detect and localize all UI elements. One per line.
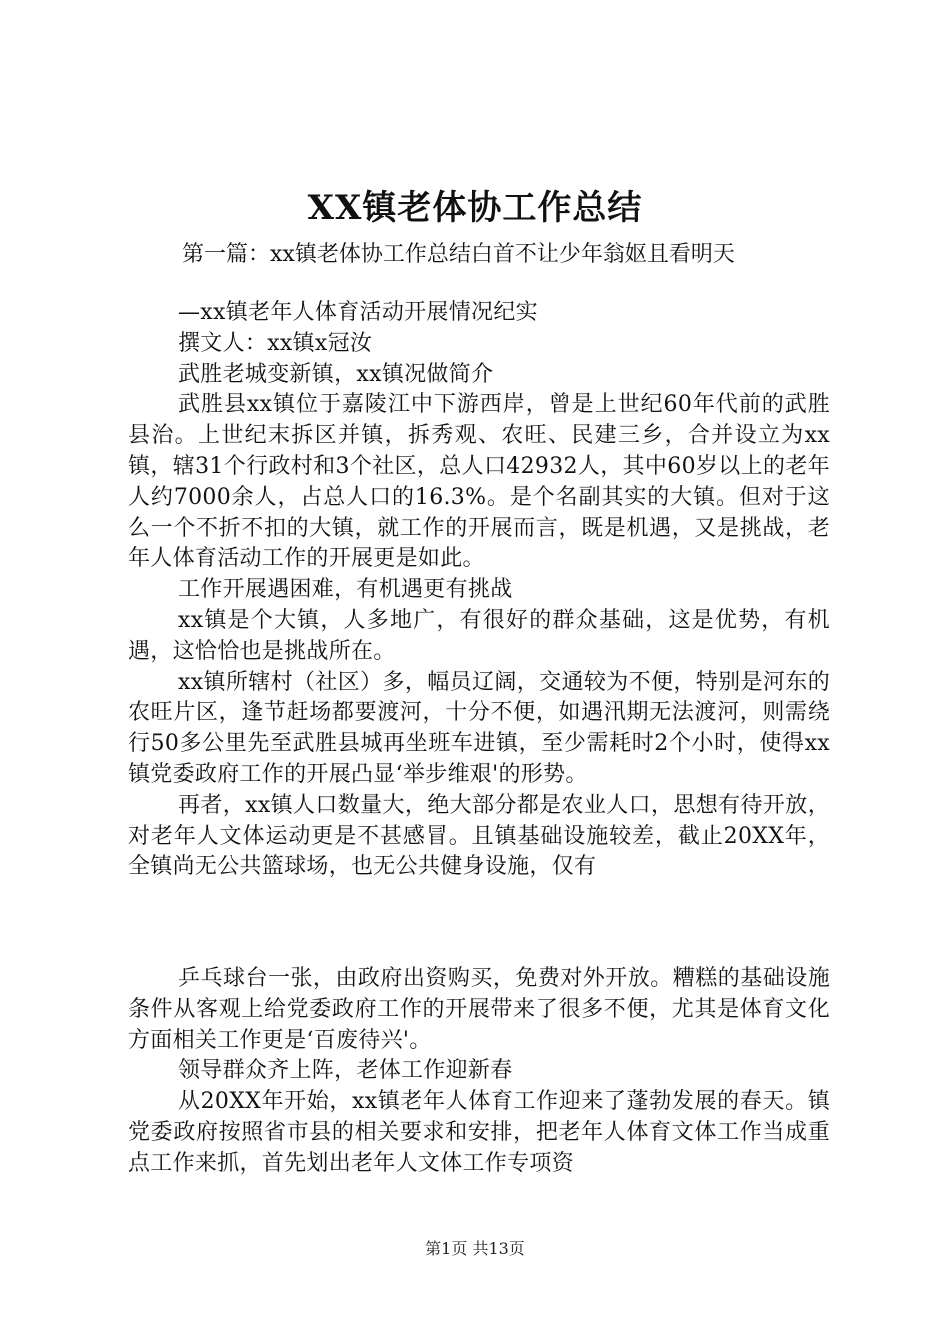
paragraph: —xx镇老年人体育活动开展情况纪实 <box>178 300 538 325</box>
document-title: XX镇老体协工作总结 <box>307 188 643 228</box>
paragraph: 乒乓球台一张，由政府出资购买，免费对外开放。糟糕的基础设施条件从客观上给党委政府工作的开展带来了很多不便，尤其是体育文化方面相关工作更是‘百废待兴'。 <box>128 966 830 1053</box>
paragraph: 武胜县xx镇位于嘉陵江中下游西岸，曾是上世纪60年代前的武胜县治。上世纪末拆区并镇，拆秀观、农旺、民建三乡，合并设立为xx镇，辖31个行政村和3个社区，总人口42932人，其中60岁以上的老年人约7000余人，占总人口的16.3%。是个名副其实的大镇。但对于这么一个不折不扣的大镇，就工作的开展而言，既是机遇，又是挑战，老年人体育活动工作的开展更是如此。 <box>128 392 830 572</box>
document-subtitle: 第一篇：xx镇老体协工作总结白首不让少年翁妪且看明天 <box>182 242 735 267</box>
paragraph: xx镇所辖村（社区）多，幅员辽阔，交通较为不便，特别是河东的农旺片区，逢节赶场都要渡河，十分不便，如遇汛期无法渡河，则需绕行50多公里先至武胜县城再坐班车进镇，至少需耗时2个小时，使得xx镇党委政府工作的开展凸显‘举步维艰'的形势。 <box>128 669 830 787</box>
paragraph: 领导群众齐上阵，老体工作迎新春 <box>178 1058 513 1084</box>
paragraph: 武胜老城变新镇，xx镇况做简介 <box>178 361 494 387</box>
paragraph: 从20XX年开始，xx镇老年人体育工作迎来了蓬勃发展的春天。镇党委政府按照省市县的相关要求和安排，把老年人体育文体工作当成重点工作来抓，首先划出老年人文体工作专项资 <box>128 1089 830 1176</box>
body-block-1 <box>128 298 830 883</box>
paragraph: 撰文人：xx镇x冠汝 <box>178 330 373 356</box>
paragraph: xx镇是个大镇，人多地广，有很好的群众基础，这是优势，有机遇，这恰恰也是挑战所在。 <box>128 607 830 664</box>
paragraph: 再者，xx镇人口数量大，绝大部分都是农业人口，思想有待开放，对老年人文体运动更是不甚感冒。且镇基础设施较差，截止20XX年，全镇尚无公共篮球场，也无公共健身设施，仅有 <box>128 792 830 880</box>
page-footer: 第1页 共13页 <box>425 1239 525 1258</box>
body-block-2 <box>128 964 830 1180</box>
paragraph: 工作开展遇困难，有机遇更有挑战 <box>178 577 513 603</box>
